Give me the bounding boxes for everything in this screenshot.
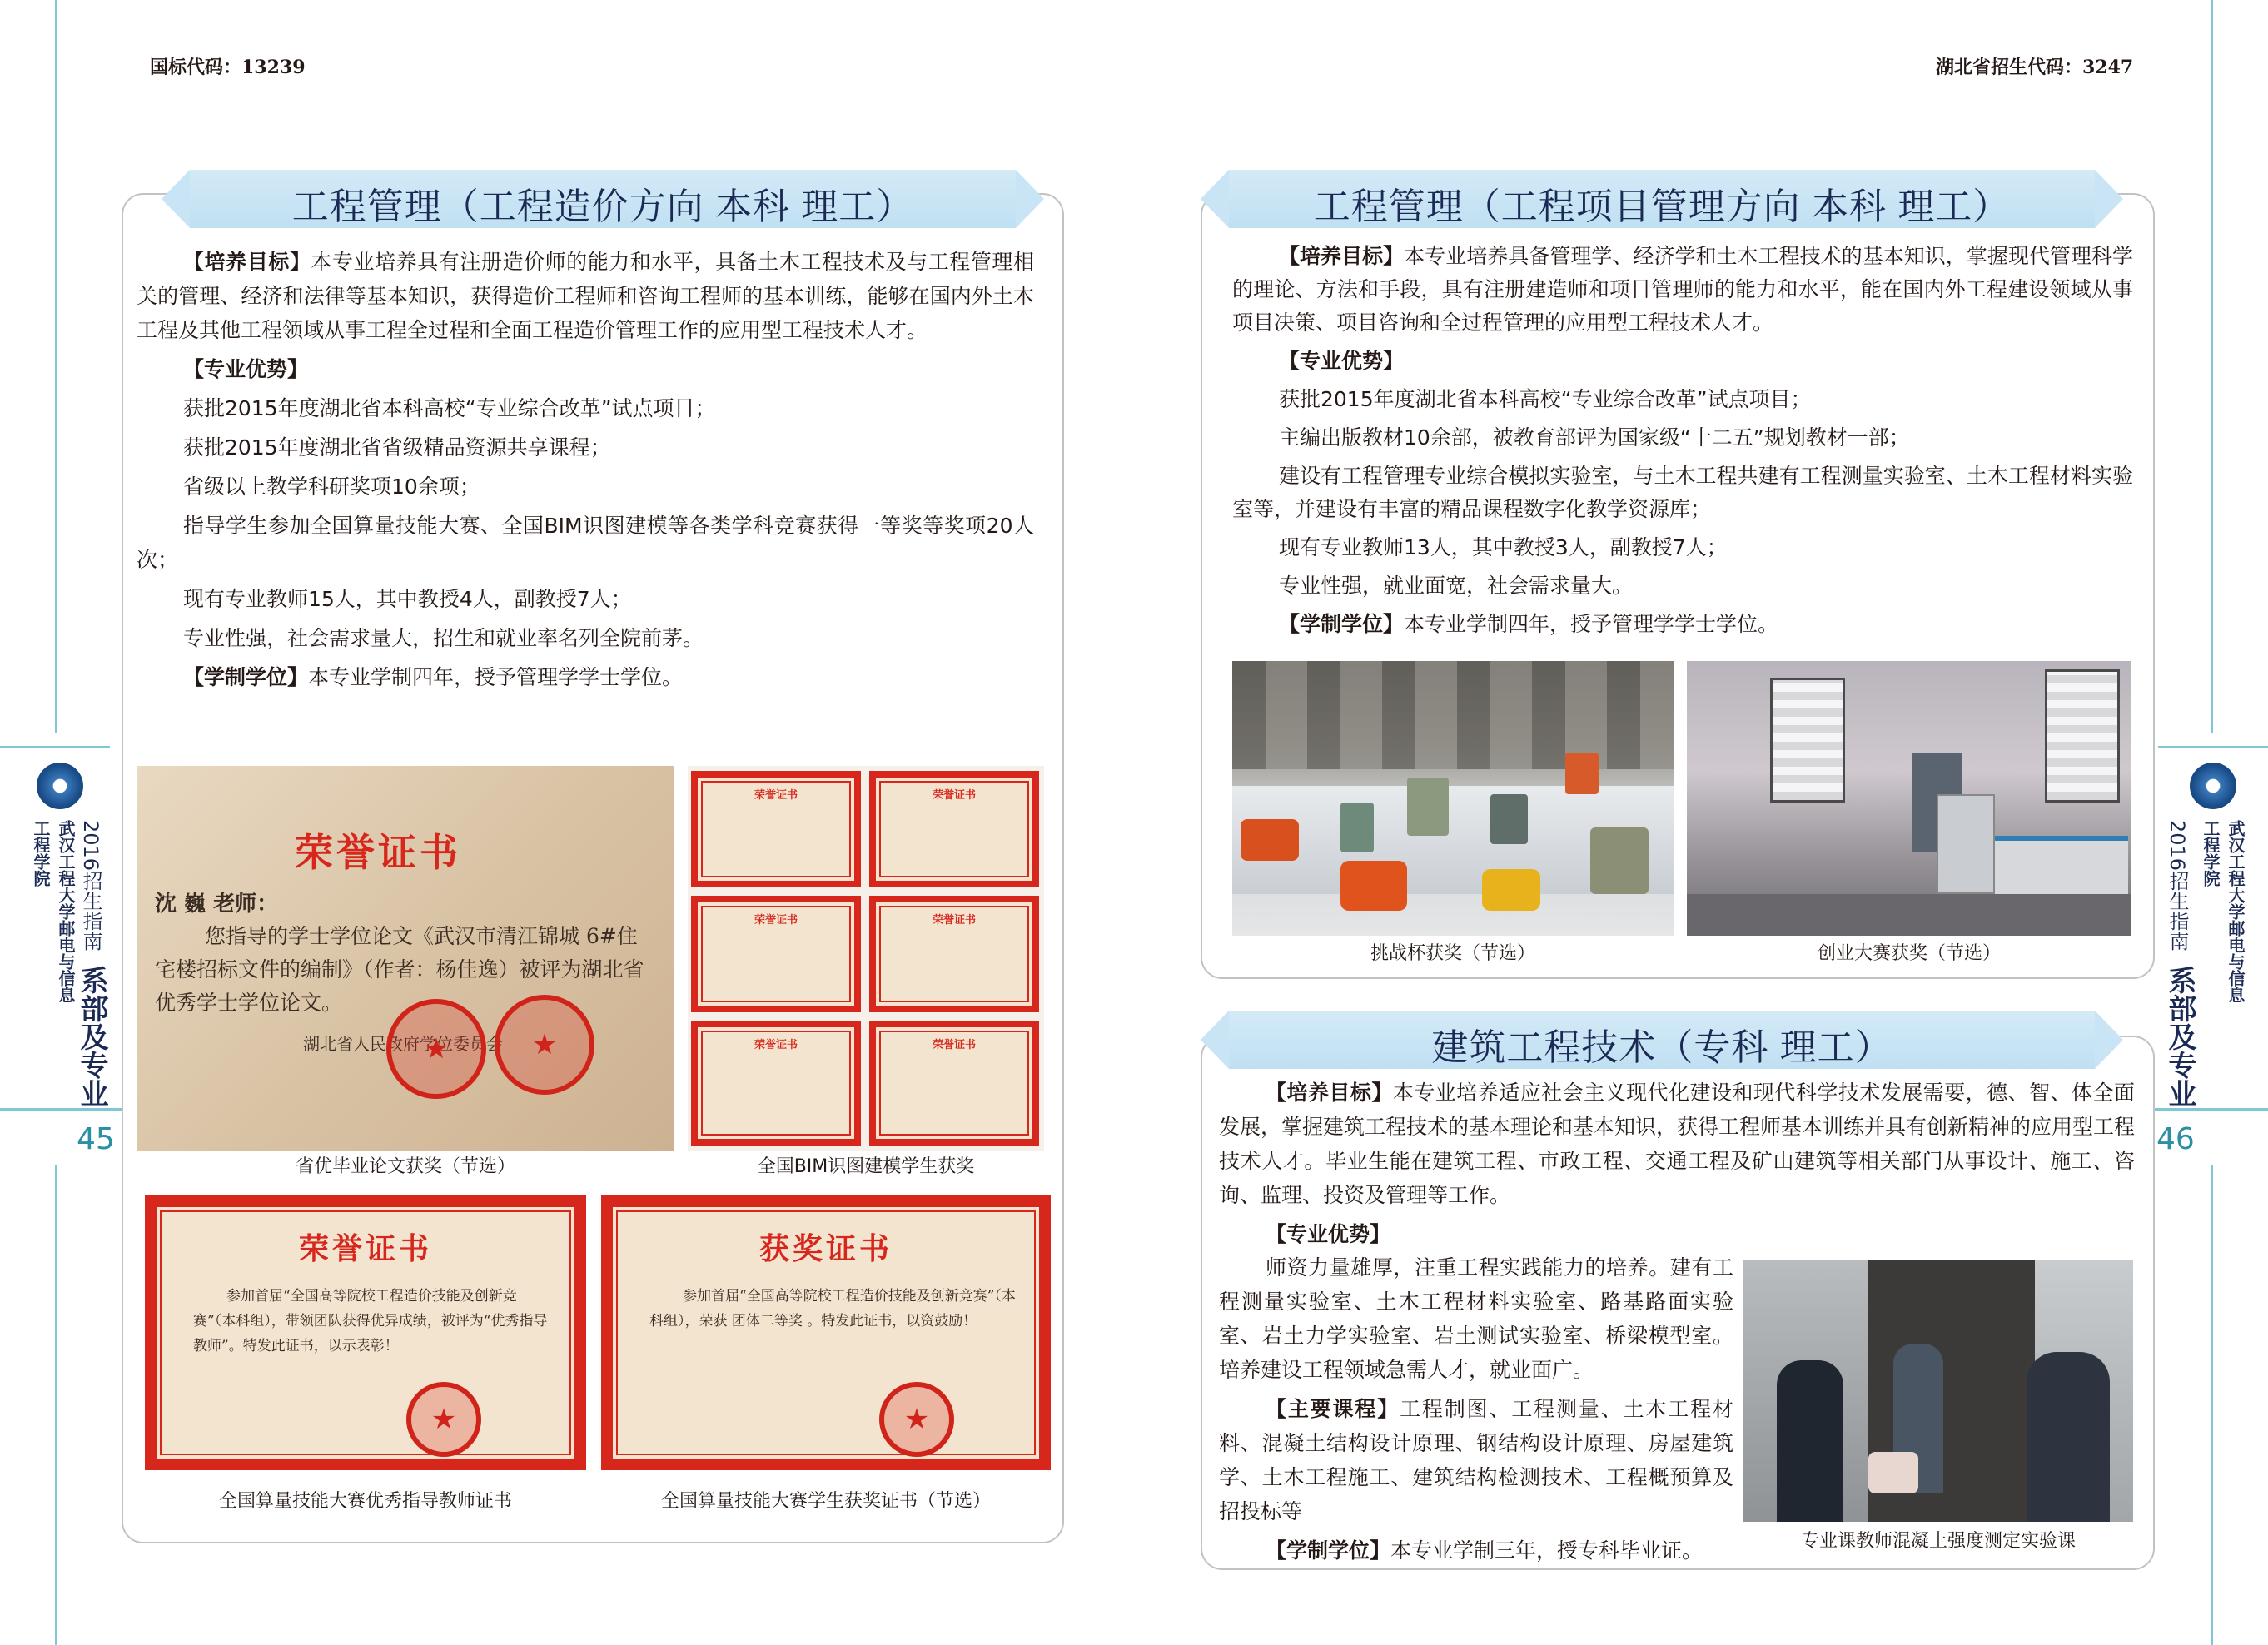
goal-text: 本专业培养具有注册造价师的能力和水平，具备土木工程技术及与工程管理相关的管理、经济和法律等基本知识，获得造价工程师和咨询工程师的基本训练，能够在国内外土木工程及其他工程领域从事工程全过程和全面工程造价管理工作的应用型工程技术人才。 [137,250,1034,342]
testing-lab-photo [1687,661,2131,936]
red-seal [495,995,594,1095]
advantage-item: 专业性强，就业面宽，社会需求量大。 [1279,574,1634,598]
right-side-rule-bottom [2135,1108,2268,1111]
thesis-certificate-photo [137,766,674,1151]
bim-certificate: 荣誉证书 [691,896,861,1012]
school-name-left: 武汉工程大学邮电与信息工程学院 [31,820,76,1003]
photo-caption: 全国算量技能大赛优秀指导教师证书 [218,1491,512,1512]
goal-text: 本专业培养具备管理学、经济学和土木工程技术的基本知识，掌握现代管理科学的理论、方法和手段，具有注册建造师和项目管理师的能力和水平，能在国内外工程建设领域从事项目决策、项目咨询和全过程管理的应用型工程技术人才。 [1232,244,2133,335]
person [2027,1352,2110,1522]
school-name-right: 武汉工程大学邮电与信息工程学院 [2201,820,2246,1003]
photo-caption: 挑战杯获奖（节选） [1370,943,1535,964]
photo-caption: 全国算量技能大赛学生获奖证书（节选） [660,1491,991,1512]
instrument [1590,827,1649,894]
left-title-ribbon [190,170,1016,228]
page-number-right: 46 [2156,1122,2195,1156]
cert-title: 荣誉证书 [295,830,461,875]
right-side-rule-top [2158,746,2268,748]
instrument [1241,819,1299,861]
goal-label: 【培养目标】 [183,250,311,274]
advantage-item: 获批2015年度湖北省本科高校“专业综合改革”试点项目； [183,396,716,420]
cert-body: 参加首届“全国高等院校工程造价技能及创新竞赛”（本科组），荣获 团体二等奖 。特发此证书，以资鼓励！ [649,1288,1016,1329]
degree-text: 本专业学制三年，授专科毕业证。 [1390,1538,1703,1563]
bim-certificate: 荣誉证书 [691,1021,861,1146]
left-margin-line [55,0,57,733]
lab-bench [1995,836,2128,902]
cert-title: 荣誉证书 [298,1231,432,1266]
degree-label: 【学制学位】 [183,665,309,689]
cert-body: 参加首届“全国高等院校工程造价技能及创新竞赛”（本科组），带领团队获得优异成绩，被评为“优秀指导教师”。特发此证书，以示表彰！ [193,1288,548,1354]
cert-recipient: 沈 巍 老师： [155,892,279,917]
advantage-item: 建设有工程管理专业综合模拟实验室，与土木工程共建有工程测量实验室、土木工程材料实验室等，并建设有丰富的精品课程数字化教学资源库； [1232,464,2133,521]
advantage-label: 【专业优势】 [1266,1222,1391,1246]
left-margin-line-lower [55,1165,57,1645]
section-label-left: 系部及专业 [75,966,108,1107]
construction-technology-title: 建筑工程技术（专科 理工） [1431,1027,1892,1068]
instrument [1490,794,1528,844]
course-label: 【主要课程】 [1266,1397,1400,1421]
left-program-text [137,245,1034,694]
red-seal [406,1382,481,1457]
instrument [1482,869,1540,911]
degree-label: 【学制学位】 [1266,1538,1391,1563]
person [1777,1360,1843,1522]
red-seal [879,1382,954,1457]
advantage-item: 省级以上教学科研奖项10余项； [183,475,480,499]
bim-certificate: 荣誉证书 [869,771,1039,887]
photo-caption: 专业课教师混凝土强度测定实验课 [1800,1531,2076,1552]
project-management-text [1232,240,2133,641]
red-seal [386,999,486,1099]
national-code: 国标代码：13239 [150,57,306,78]
school-logo-left [37,763,83,809]
right-margin-line-lower [2211,1165,2213,1645]
left-program-title: 工程管理（工程造价方向 本科 理工） [291,186,914,227]
guide-year-left: 2016招生指南 [79,820,102,952]
advantage-item: 获批2015年度湖北省省级精品资源共享课程； [183,435,611,460]
bim-certificate: 荣誉证书 [869,1021,1039,1146]
photo-caption: 省优毕业论文获奖（节选） [295,1156,515,1177]
project-management-title: 工程管理（工程项目管理方向 本科 理工） [1313,186,2011,227]
advantage-label: 【专业优势】 [1279,349,1405,373]
advantage-item: 专业性强，社会需求量大，招生和就业率名列全院前茅。 [183,626,704,650]
teacher-certificate-photo [145,1195,586,1470]
degree-label: 【学制学位】 [1279,612,1405,636]
province-code: 湖北省招生代码：3247 [1936,57,2134,78]
right-title-ribbon-1 [1229,170,2095,228]
goal-label: 【培养目标】 [1266,1081,1393,1105]
construction-goal-text [1219,1076,2135,1251]
cert-body: 您指导的学士学位论文《武汉市清江锦城 6#住宅楼招标文件的编制》（作者：杨佳逸）被评为湖北省优秀学士学位论文。 [155,924,644,1015]
course-text: 工程制图、工程测量、土木工程材料、混凝土结构设计原理、钢结构设计原理、房屋建筑学、土木工程施工、建筑结构检测技术、工程概预算及招投标等 [1219,1397,1733,1523]
advantage-label: 【专业优势】 [183,357,309,381]
instrument [1340,861,1407,911]
student-certificate-photo [601,1195,1051,1470]
left-side-rule-top [0,746,110,748]
degree-text: 本专业学制四年，授予管理学学士学位。 [308,665,684,689]
degree-text: 本专业学制四年，授予管理学学士学位。 [1404,612,1779,636]
concrete-test-photo [1743,1260,2133,1522]
right-margin-line [2211,0,2213,733]
photo-caption: 创业大赛获奖（节选） [1817,943,2001,964]
construction-detail-text [1219,1250,1733,1568]
left-side-rule-bottom [0,1108,133,1111]
goal-text: 本专业培养适应社会主义现代化建设和现代科学技术发展需要，德、智、体全面发展，掌握建筑工程技术的基本理论和基本知识，获得工程师基本训练并具有创新精神的应用型工程技术人才。毕业生能在建筑工程、市政工程、交通工程及矿山建筑等相关部门从事设计、施工、咨询、监理、投资及管理等工作。 [1219,1081,2136,1207]
advantage-item: 获批2015年度湖北省本科高校“专业综合改革”试点项目； [1279,387,1812,411]
advantage-text: 师资力量雄厚，注重工程实践能力的培养。建有工程测量实验室、土木工程材料实验室、路基路面实验室、岩土力学实验室、岩土测试实验室、桥梁模型室。培养建设工程领域急需人才，就业面广。 [1219,1255,1733,1382]
advantage-item: 现有专业教师15人，其中教授4人，副教授7人； [183,587,632,611]
bim-certificate: 荣誉证书 [869,896,1039,1012]
advantage-item: 指导学生参加全国算量技能大赛、全国BIM识图建模等各类学科竞赛获得一等奖等奖项20人次； [137,514,1034,572]
instrument [1565,753,1599,794]
equipment [1868,1452,1918,1493]
guide-year-right: 2016招生指南 [2166,820,2189,952]
instrument [1340,803,1374,852]
instrument [1407,778,1449,836]
goal-label: 【培养目标】 [1279,244,1405,268]
right-title-ribbon-2 [1229,1011,2095,1069]
cert-title: 获奖证书 [758,1231,893,1266]
section-label-right: 系部及专业 [2163,966,2196,1107]
bim-certificates-photo [688,766,1044,1151]
school-logo-right [2190,763,2236,809]
advantage-item: 现有专业教师13人，其中教授3人，副教授7人； [1279,535,1728,559]
cert-issuer: 湖北省人民政府学位委员会 [303,1034,503,1054]
photo-caption: 全国BIM识图建模学生获奖 [757,1156,975,1177]
page-number-left: 45 [77,1122,115,1156]
surveying-instruments-photo [1232,661,1674,936]
bim-certificate: 荣誉证书 [691,771,861,887]
advantage-item: 主编出版教材10余部，被教育部评为国家级“十二五”规划教材一部； [1279,425,1910,450]
testing-machine [1937,794,1995,894]
